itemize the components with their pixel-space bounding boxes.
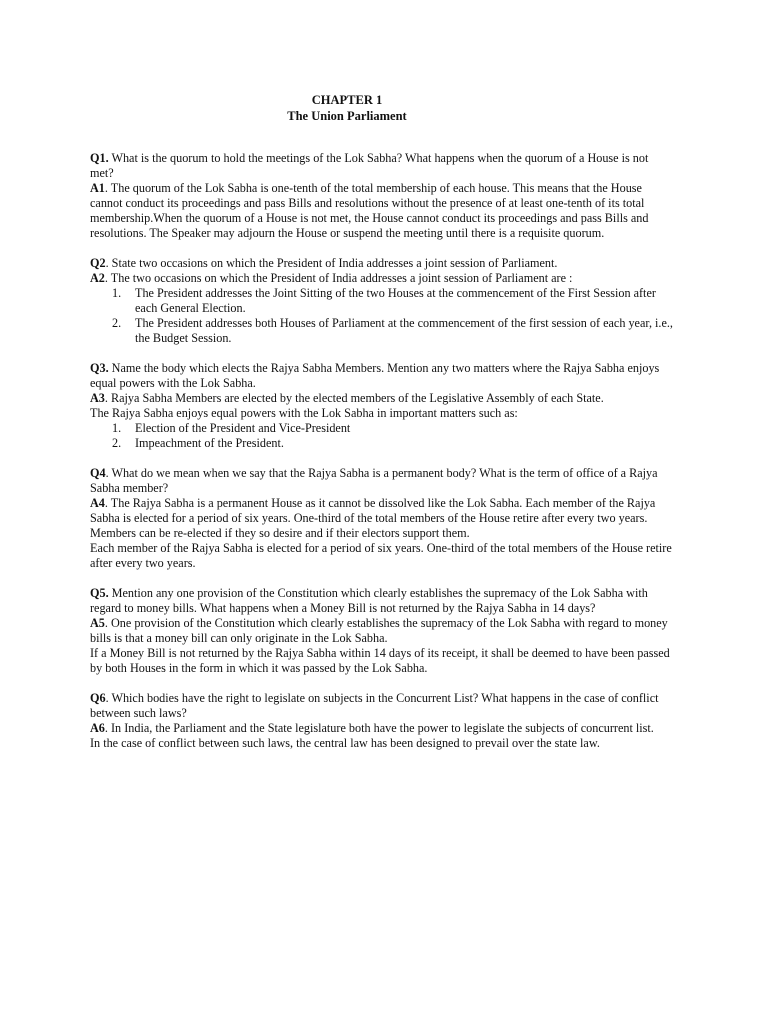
list-number: 1. xyxy=(112,286,122,300)
answer-tag: A2 xyxy=(90,271,105,285)
qa-block-2 xyxy=(90,256,675,346)
answer-6 xyxy=(90,721,675,736)
answer-tag: A3 xyxy=(90,391,105,405)
qa-block-5 xyxy=(90,586,675,676)
question-tag: Q6 xyxy=(90,691,106,705)
question-tag: Q3. xyxy=(90,361,109,375)
answer-text: . The Rajya Sabha is a permanent House as it cannot be dissolved like the Lok Sabha. Each member of the Rajya Sabha is elected for a period of six years. One-third of the total members of the House retire after every two years. Members can be re-elected if they so desire and if their electors support them. xyxy=(90,496,656,540)
chapter-title: The Union Parliament xyxy=(287,109,407,123)
qa-block-6 xyxy=(90,691,675,751)
list-item-text: Impeachment of the President. xyxy=(135,436,284,450)
list-item xyxy=(90,436,675,451)
qa-block-4 xyxy=(90,466,675,571)
answer-text: . In India, the Parliament and the State legislature both have the power to legislate the subjects of concurrent list. xyxy=(104,721,654,735)
answer-4 xyxy=(90,496,675,541)
question-5 xyxy=(90,586,675,616)
answer-text: . The quorum of the Lok Sabha is one-tenth of the total membership of each house. This means that the House cannot conduct its proceedings and pass Bills and resolutions without the presence of at least one-tenth of its total membership.When the quorum of a House is not met, the House cannot conduct its proceedings and pass Bills and resolutions. The Speaker may adjourn the House or suspend the meeting until there is a requisite quorum. xyxy=(90,181,649,240)
question-tag: Q2 xyxy=(90,256,106,270)
list-item-text: Election of the President and Vice-President xyxy=(135,421,351,435)
chapter-heading: CHAPTER 1 xyxy=(311,93,383,107)
question-text: . Which bodies have the right to legislate on subjects in the Concurrent List? What happens in the case of conflict between such laws? xyxy=(90,691,659,720)
list-number: 2. xyxy=(112,436,122,450)
numbered-list xyxy=(90,421,675,451)
answer-4-continued: Each member of the Rajya Sabha is elected for a period of six years. One-third of the total members of the House retire after every two years. xyxy=(90,541,672,570)
list-item xyxy=(90,316,675,346)
question-text: . State two occasions on which the President of India addresses a joint session of Parliament. xyxy=(105,256,558,270)
question-tag: Q5. xyxy=(90,586,109,600)
answer-5-continued: If a Money Bill is not returned by the Rajya Sabha within 14 days of its receipt, it shall be deemed to have been passed by both Houses in the form in which it was passed by the Lok Sabha. xyxy=(90,646,670,675)
question-text: Mention any one provision of the Constitution which clearly establishes the supremacy of the Lok Sabha with regard to money bills. What happens when a Money Bill is not returned by the Rajya Sabha in 14 days? xyxy=(90,586,648,615)
answer-text: . One provision of the Constitution which clearly establishes the supremacy of the Lok Sabha with regard to money bills is that a money bill can only originate in the Lok Sabha. xyxy=(90,616,668,645)
numbered-list xyxy=(90,286,675,346)
answer-5 xyxy=(90,616,675,646)
list-item xyxy=(90,421,675,436)
question-text: . What do we mean when we say that the Rajya Sabha is a permanent body? What is the term of office of a Rajya Sabha member? xyxy=(90,466,658,495)
answer-tag: A5 xyxy=(90,616,105,630)
answer-tag: A1 xyxy=(90,181,105,195)
answer-text: . Rajya Sabha Members are elected by the elected members of the Legislative Assembly of each State. xyxy=(104,391,604,405)
list-item-text: The President addresses both Houses of Parliament at the commencement of the first session of each year, i.e., the Budget Session. xyxy=(135,316,673,345)
answer-tag: A4 xyxy=(90,496,105,510)
qa-content xyxy=(90,151,675,766)
question-text: Name the body which elects the Rajya Sabha Members. Mention any two matters where the Rajya Sabha enjoys equal powers with the Lok Sabha. xyxy=(90,361,660,390)
qa-block-3 xyxy=(90,361,675,451)
list-number: 1. xyxy=(112,421,122,435)
answer-6-continued: In the case of conflict between such laws, the central law has been designed to prevail over the state law. xyxy=(90,736,600,750)
question-1 xyxy=(90,151,675,181)
answer-text: . The two occasions on which the President of India addresses a joint session of Parliament are : xyxy=(104,271,573,285)
question-4 xyxy=(90,466,675,496)
question-text: What is the quorum to hold the meetings of the Lok Sabha? What happens when the quorum of a House is not met? xyxy=(90,151,649,180)
list-item-text: The President addresses the Joint Sitting of the two Houses at the commencement of the First Session after each General Election. xyxy=(135,286,656,315)
question-3 xyxy=(90,361,675,391)
answer-3 xyxy=(90,391,675,406)
question-2 xyxy=(90,256,675,271)
answer-3-continued: The Rajya Sabha enjoys equal powers with the Lok Sabha in important matters such as: xyxy=(90,406,518,420)
qa-block-1 xyxy=(90,151,675,241)
answer-tag: A6 xyxy=(90,721,105,735)
question-tag: Q1. xyxy=(90,151,109,165)
answer-2 xyxy=(90,271,675,286)
list-item xyxy=(90,286,675,316)
question-6 xyxy=(90,691,675,721)
question-tag: Q4 xyxy=(90,466,106,480)
list-number: 2. xyxy=(112,316,122,330)
answer-1 xyxy=(90,181,675,241)
